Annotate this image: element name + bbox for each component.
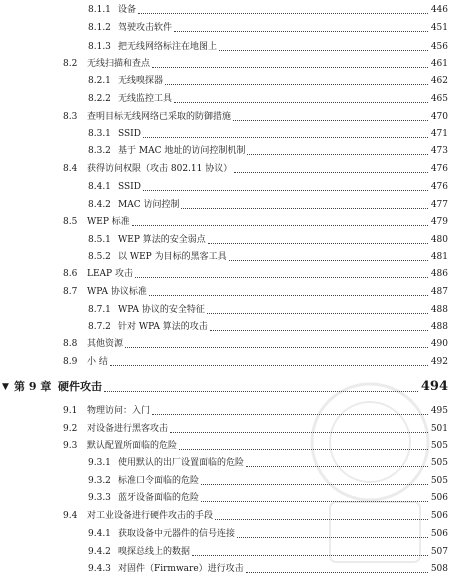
toc-row[interactable] (0, 356, 456, 370)
toc-row[interactable] (0, 528, 456, 542)
toc-section-title: WPA 协议标准 (87, 287, 147, 297)
toc-section-number: 8.2 (63, 59, 78, 69)
toc-section-number: 9.3 (63, 441, 78, 451)
toc-section-title: 默认配置所面临的危险 (87, 441, 178, 451)
toc-section-title: 针对 WPA 算法的攻击 (118, 322, 208, 332)
toc-page-number: 456 (430, 42, 448, 52)
toc-section-title: 物理访问：入门 (87, 406, 151, 416)
toc-dot-leader (246, 572, 428, 573)
toc-section-title: LEAP 攻击 (87, 269, 133, 279)
toc-section-number: 9.4.1 (88, 529, 111, 539)
toc-section-number: 9.1 (63, 406, 78, 416)
toc-page-number: 476 (430, 164, 448, 174)
toc-dot-leader (135, 277, 428, 278)
toc-section-title: 驾驶攻击软件 (118, 23, 173, 33)
toc-dot-leader (125, 347, 428, 348)
toc-section-number: 8.3 (63, 112, 78, 122)
toc-row[interactable] (0, 440, 456, 454)
toc-dot-leader (110, 365, 428, 366)
toc-dot-leader (181, 208, 427, 209)
toc-section-number: 8.4.1 (88, 182, 111, 192)
toc-row[interactable] (0, 128, 456, 142)
toc-dot-leader (138, 13, 428, 14)
toc-section-title: MAC 访问控制 (118, 200, 180, 210)
toc-dot-leader (104, 391, 418, 392)
toc-row[interactable] (0, 4, 456, 18)
toc-section-number: 8.5 (63, 217, 78, 227)
toc-section-number: 8.5.2 (88, 252, 111, 262)
toc-section-title: SSID (118, 129, 141, 139)
toc-section-title: 硬件攻击 (58, 380, 102, 393)
toc-dot-leader (234, 172, 428, 173)
toc-page-number: 490 (430, 339, 448, 349)
toc-dot-leader (201, 484, 428, 485)
toc-page-number: 494 (420, 379, 448, 394)
toc-section-title: 使用默认的出厂设置面临的危险 (118, 458, 245, 468)
toc-section-number: 8.6 (63, 269, 78, 279)
toc-row[interactable] (0, 216, 456, 230)
toc-row[interactable] (0, 58, 456, 72)
toc-dot-leader (192, 555, 428, 556)
toc-page-number: 488 (430, 322, 448, 332)
toc-dot-leader (237, 537, 428, 538)
toc-section-number: 8.1.1 (88, 5, 111, 15)
toc-section-title: 获得访问权限（攻击 802.11 协议） (87, 164, 233, 174)
toc-page-number: 481 (430, 252, 448, 262)
toc-section-title: 嗅探总线上的数据 (118, 547, 191, 557)
toc-row[interactable] (0, 41, 456, 55)
toc-section-number: 8.3.1 (88, 129, 111, 139)
toc-dot-leader (170, 432, 428, 433)
toc-page-number: 470 (430, 112, 448, 122)
toc-page-number: 505 (430, 441, 448, 451)
toc-dot-leader (152, 67, 428, 68)
toc-row[interactable] (0, 199, 456, 213)
toc-section-number: 8.5.1 (88, 235, 111, 245)
toc-chapter-row[interactable] (0, 381, 456, 395)
toc-section-number: 第 9 章 (14, 380, 52, 393)
toc-section-title: WEP 标准 (87, 217, 130, 227)
toc-page-number: 473 (430, 146, 448, 156)
toc-section-number: 8.9 (63, 357, 78, 367)
toc-section-number: 8.7 (63, 287, 78, 297)
toc-row[interactable] (0, 492, 456, 506)
toc-row[interactable] (0, 75, 456, 89)
toc-dot-leader (174, 102, 428, 103)
toc-dot-leader (247, 154, 427, 155)
toc-section-number: 8.2.2 (88, 94, 111, 104)
toc-page-number: 487 (430, 287, 448, 297)
toc-section-title: 基于 MAC 地址的访问控制机制 (118, 146, 246, 156)
toc-page-number: 479 (430, 217, 448, 227)
toc-section-title: 无线监控工具 (118, 94, 173, 104)
toc-section-title: SSID (118, 182, 141, 192)
toc-section-number: 8.3.2 (88, 146, 111, 156)
toc-section-title: 标准口令面临的危险 (118, 476, 200, 486)
toc-page-number: 506 (430, 493, 448, 503)
toc-row[interactable] (0, 286, 456, 300)
toc-section-number: 9.4.3 (88, 564, 111, 574)
toc-row[interactable] (0, 111, 456, 125)
toc-page-number: 492 (430, 357, 448, 367)
toc-section-title: 把无线网络标注在地图上 (118, 42, 218, 52)
toc-row[interactable] (0, 563, 456, 577)
toc-page-number: 486 (430, 269, 448, 279)
toc-section-title: 以 WEP 为目标的黑客工具 (118, 252, 227, 262)
toc-section-title: 蓝牙设备面临的危险 (118, 493, 200, 503)
toc-section-number: 8.7.1 (88, 305, 111, 315)
toc-section-number: 8.4.2 (88, 200, 111, 210)
toc-page-number: 495 (430, 406, 448, 416)
toc-row[interactable] (0, 163, 456, 177)
toc-section-number: 8.1.3 (88, 42, 111, 52)
toc-dot-leader (229, 260, 428, 261)
toc-page-number: 506 (430, 511, 448, 521)
toc-dot-leader (132, 225, 428, 226)
toc-dot-leader (149, 295, 428, 296)
toc-dot-leader (210, 330, 428, 331)
toc-row[interactable] (0, 423, 456, 437)
toc-page-number: 488 (430, 305, 448, 315)
toc-page-number: 461 (430, 59, 448, 69)
toc-dot-leader (165, 84, 428, 85)
toc-section-title: 其他资源 (87, 339, 124, 349)
toc-section-number: 8.7.2 (88, 322, 111, 332)
toc-section-number: 8.8 (63, 339, 78, 349)
toc-page-number: 451 (430, 23, 448, 33)
toc-dot-leader (207, 313, 428, 314)
toc-page-number: 505 (430, 458, 448, 468)
toc-row[interactable] (0, 546, 456, 560)
toc-dot-leader (219, 50, 428, 51)
toc-page-number: 477 (430, 200, 448, 210)
toc-page-number: 446 (430, 5, 448, 15)
toc-page-number: 465 (430, 94, 448, 104)
toc-section-number: 9.4 (63, 511, 78, 521)
toc-section-title: 小 结 (87, 357, 108, 367)
toc-section-number: 9.4.2 (88, 547, 111, 557)
toc-row[interactable] (0, 475, 456, 489)
toc-section-title: 获取设备中元器件的信号连接 (118, 529, 236, 539)
toc-section-title: 无线扫描和查点 (87, 59, 151, 69)
toc-row[interactable] (0, 93, 456, 107)
toc-section-number: 8.2.1 (88, 76, 111, 86)
toc-dot-leader (201, 501, 428, 502)
chapter-marker-icon: ▼ (2, 382, 9, 392)
toc-row[interactable] (0, 234, 456, 248)
toc-page-number: 462 (430, 76, 448, 86)
toc-page-number: 501 (430, 424, 448, 434)
toc-row[interactable] (0, 457, 456, 471)
toc-section-number: 9.3.1 (88, 458, 111, 468)
toc-section-title: 对固件（Firmware）进行攻击 (118, 564, 244, 574)
toc-section-title: WPA 协议的安全特征 (118, 305, 205, 315)
toc-dot-leader (215, 519, 428, 520)
toc-page-number: 507 (430, 547, 448, 557)
toc-row[interactable] (0, 145, 456, 159)
toc-dot-leader (143, 137, 428, 138)
toc-section-number: 8.4 (63, 164, 78, 174)
toc-section-number: 9.3.2 (88, 476, 111, 486)
toc-row[interactable] (0, 304, 456, 318)
toc-dot-leader (233, 120, 428, 121)
toc-section-number: 9.3.3 (88, 493, 111, 503)
toc-row[interactable] (0, 268, 456, 282)
toc-page-number: 506 (430, 529, 448, 539)
toc-row[interactable] (0, 405, 456, 419)
toc-dot-leader (174, 31, 428, 32)
toc-row[interactable] (0, 22, 456, 36)
toc-dot-leader (152, 414, 428, 415)
toc-row[interactable] (0, 510, 456, 524)
toc-page-number: 505 (430, 476, 448, 486)
toc-section-title: 对设备进行黑客攻击 (87, 424, 169, 434)
toc-page-number: 508 (430, 564, 448, 574)
toc-section-title: 查明目标无线网络已采取的防御措施 (87, 112, 232, 122)
toc-section-title: WEP 算法的安全弱点 (118, 235, 206, 245)
toc-section-number: 8.1.2 (88, 23, 111, 33)
toc-page-number: 480 (430, 235, 448, 245)
toc-dot-leader (143, 190, 428, 191)
toc-dot-leader (179, 449, 428, 450)
toc-page-number: 476 (430, 182, 448, 192)
toc-section-title: 无线嗅探器 (118, 76, 164, 86)
toc-row[interactable] (0, 338, 456, 352)
toc-section-number: 9.2 (63, 424, 78, 434)
toc-dot-leader (208, 243, 428, 244)
toc-dot-leader (246, 466, 428, 467)
toc-row[interactable] (0, 321, 456, 335)
toc-section-title: 设备 (118, 5, 137, 15)
toc-page-number: 471 (430, 129, 448, 139)
toc-section-title: 对工业设备进行硬件攻击的手段 (87, 511, 214, 521)
toc-row[interactable] (0, 251, 456, 265)
toc-row[interactable] (0, 181, 456, 195)
